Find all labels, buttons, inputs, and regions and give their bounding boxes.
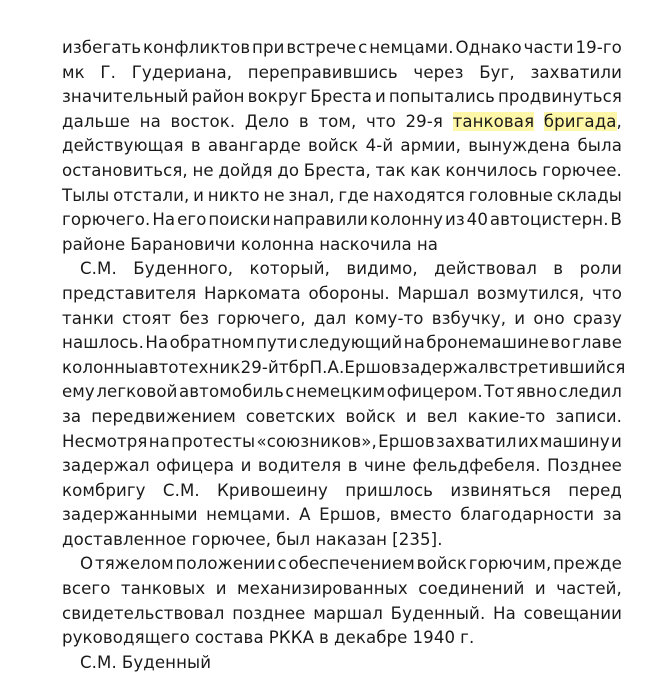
word: возмутился,	[476, 283, 585, 303]
word: следил	[558, 382, 622, 402]
word: в	[319, 628, 329, 648]
word: Наркомата	[204, 283, 301, 303]
word: благодарности	[460, 505, 595, 525]
word: автомобиль	[179, 382, 284, 402]
word: перед	[568, 480, 622, 500]
word: захватили	[530, 62, 622, 82]
word: Гудериана,	[131, 62, 233, 82]
word: за	[62, 406, 82, 426]
word: дальше	[62, 111, 131, 131]
word: находятся	[372, 185, 465, 205]
text-line	[62, 331, 622, 356]
word: водителя	[257, 456, 342, 476]
word: не	[263, 185, 285, 205]
word: знал,	[288, 185, 335, 205]
word: 29-й	[240, 357, 279, 377]
word: так	[375, 160, 406, 180]
word: позднее	[232, 603, 306, 623]
word: горючим,	[468, 554, 552, 574]
word: в	[190, 136, 201, 156]
word: немецким	[296, 382, 386, 402]
word: войск	[308, 136, 359, 156]
word: из	[444, 210, 465, 230]
word: переправившись	[247, 62, 398, 82]
word: через	[413, 62, 464, 82]
word: дойдя	[218, 160, 273, 180]
word: части	[523, 38, 574, 57]
word: передвижением	[91, 406, 236, 426]
word: и	[215, 579, 227, 599]
word: районе	[62, 234, 126, 254]
word: Несмотря	[62, 431, 148, 451]
word: декабре	[333, 628, 408, 648]
word: записи.	[555, 406, 622, 426]
word: Барановичи	[130, 234, 236, 254]
word: отстали,	[113, 185, 190, 205]
text-line	[62, 454, 622, 479]
word: на	[139, 111, 161, 131]
word: который,	[249, 259, 330, 279]
word: танковых	[120, 579, 206, 599]
word: Буденный.	[390, 603, 486, 623]
word: комбригу	[62, 480, 146, 500]
word: автотехник	[138, 357, 241, 377]
word: и	[374, 87, 386, 107]
word: частей,	[556, 579, 622, 599]
word: В	[610, 210, 622, 230]
word: тяжелом	[94, 554, 174, 574]
word: на	[416, 234, 439, 254]
word: с	[285, 382, 295, 402]
word: без	[179, 308, 210, 328]
text-line	[62, 552, 622, 577]
word: том,	[318, 111, 357, 131]
word: захватил	[435, 431, 517, 451]
word: действующая	[62, 136, 184, 156]
word: автоцистерн.	[489, 210, 609, 230]
word: попытались	[388, 87, 495, 107]
text-line	[62, 184, 622, 209]
word: П.А.	[309, 357, 345, 377]
word: армии,	[400, 136, 462, 156]
word: сразу	[573, 308, 622, 328]
word: фельдфебеля.	[412, 456, 541, 476]
text-line	[62, 307, 622, 332]
word: всего	[62, 579, 111, 599]
text-line	[62, 208, 622, 233]
word: бригада,	[543, 111, 622, 131]
word: оно	[533, 308, 565, 328]
word: на	[148, 431, 170, 451]
word: Маршал	[397, 283, 470, 303]
word: чине	[364, 456, 407, 476]
word: действовал	[434, 259, 537, 279]
word: задержанными	[62, 505, 198, 525]
word: был	[276, 529, 311, 549]
word: вместо	[389, 505, 452, 525]
word: Бреста,	[303, 160, 371, 180]
word: совещании	[523, 603, 622, 623]
word: протесты	[171, 431, 256, 451]
word: 1940	[412, 628, 456, 648]
word: немцами.	[206, 505, 291, 525]
highlighted-text: танковая	[452, 111, 535, 131]
word: остановиться,	[62, 160, 188, 180]
word: немцами.	[369, 38, 454, 57]
word: мк	[62, 62, 85, 82]
word: авангарде	[207, 136, 301, 156]
word: Ершов	[378, 431, 435, 451]
word: свидетельствовал	[62, 603, 225, 623]
word: главе	[572, 333, 622, 353]
word: танки	[62, 308, 114, 328]
word: за	[602, 505, 622, 525]
word: избегать	[62, 38, 142, 57]
word: его	[177, 210, 207, 230]
word: легковой	[96, 382, 178, 402]
word: офицером.	[386, 382, 483, 402]
word: Бреста	[310, 87, 372, 107]
text-line	[62, 61, 622, 86]
word: маршал	[313, 603, 383, 623]
word: горючее.	[542, 160, 622, 180]
word: головные	[468, 185, 554, 205]
word: пришлось	[345, 480, 434, 500]
text-line	[62, 257, 622, 282]
word: обратном	[169, 333, 255, 353]
word: Позднее	[547, 456, 622, 476]
word: и	[240, 456, 252, 476]
text-line	[62, 134, 622, 159]
word: видимо,	[346, 259, 418, 279]
word: задержал	[401, 357, 489, 377]
word: Буденного,	[133, 259, 234, 279]
text-line	[62, 528, 622, 553]
word: колонны	[62, 357, 139, 377]
word: где	[338, 185, 370, 205]
text-line	[62, 233, 622, 258]
word: с	[277, 554, 287, 574]
word: восток.	[170, 111, 236, 131]
word: офицера	[156, 456, 235, 476]
word: не	[192, 160, 214, 180]
word: «союзников»,	[256, 431, 377, 451]
word: значительный	[62, 87, 189, 107]
word: роли	[579, 259, 622, 279]
word: представителя	[62, 283, 197, 303]
word: Буг,	[479, 62, 515, 82]
word: во	[550, 333, 571, 353]
word: вынуждена	[468, 136, 571, 156]
word: Тот	[484, 382, 515, 402]
word: кому-то	[354, 308, 424, 328]
word: советских	[245, 406, 336, 426]
word: механизированных	[237, 579, 408, 599]
word: Кривошеину	[217, 480, 328, 500]
word: обеспечением	[288, 554, 415, 574]
word: Однако	[455, 38, 522, 57]
word: Дело	[244, 111, 290, 131]
word: что	[592, 283, 622, 303]
word: С.М.	[80, 259, 117, 279]
word: С.М.	[162, 480, 200, 500]
word: колонну	[369, 210, 444, 230]
word	[453, 110, 535, 135]
word: 19-го	[575, 38, 622, 57]
word: была	[577, 136, 622, 156]
word: и	[514, 308, 526, 328]
word: [235].	[392, 529, 443, 549]
word: извиняться	[450, 480, 551, 500]
text-line	[62, 626, 622, 651]
document-text	[62, 36, 626, 675]
word: конфликтов	[143, 38, 251, 57]
word: горючего,	[217, 308, 306, 328]
word: следующий	[298, 333, 403, 353]
word: пути	[256, 333, 298, 353]
word: явно	[515, 382, 558, 402]
text-line	[62, 430, 622, 455]
text-line	[62, 405, 622, 430]
word: и	[405, 406, 417, 426]
word: какие-то	[467, 406, 546, 426]
text-line	[62, 577, 622, 602]
word: задержал	[62, 456, 150, 476]
word: ему	[62, 382, 95, 402]
word: и	[611, 431, 622, 451]
text-line	[62, 479, 622, 504]
word: с	[358, 38, 368, 57]
word: войск	[416, 554, 468, 574]
word: вел	[426, 406, 458, 426]
word: Буденный	[121, 652, 212, 672]
word: поиски	[208, 210, 271, 230]
word: район	[191, 87, 245, 107]
word: что	[365, 111, 396, 131]
word: 29-я	[405, 111, 443, 131]
word: Г.	[100, 62, 117, 82]
word: А	[299, 505, 311, 525]
word: наказан	[315, 529, 388, 549]
word: никто	[207, 185, 260, 205]
word: прежде	[553, 554, 622, 574]
text-line	[62, 36, 622, 61]
word: тбр	[278, 357, 310, 377]
word: горючего.	[62, 210, 151, 230]
word: взбучку,	[431, 308, 507, 328]
word: О	[80, 554, 94, 574]
text-line	[62, 110, 622, 135]
word: обороны.	[308, 283, 390, 303]
word: продвинуться	[497, 87, 622, 107]
word: кончилось	[445, 160, 538, 180]
word: их	[517, 431, 539, 451]
text-line	[62, 159, 622, 184]
word: до	[277, 160, 300, 180]
word: вокруг	[247, 87, 308, 107]
word: Ершов,	[319, 505, 382, 525]
word: На	[152, 210, 176, 230]
word: г.	[460, 628, 475, 648]
word: На	[145, 333, 169, 353]
word: как	[410, 160, 441, 180]
word: войск	[345, 406, 396, 426]
word: состава	[194, 628, 264, 648]
word: С.М.	[80, 652, 117, 672]
word: и	[534, 579, 546, 599]
word: горючее,	[191, 529, 272, 549]
word: машину	[539, 431, 610, 451]
word: Ершов	[344, 357, 402, 377]
text-line	[62, 651, 622, 675]
word: встретившийся	[488, 357, 626, 377]
text-line	[62, 282, 622, 307]
word: бронемашине	[426, 333, 550, 353]
word: в	[298, 111, 309, 131]
word: склады	[556, 185, 622, 205]
word: На	[493, 603, 516, 623]
text-line	[62, 356, 626, 381]
word: 40	[466, 210, 488, 230]
word: при	[252, 38, 285, 57]
word: руководящего	[62, 628, 190, 648]
word: стоят	[122, 308, 172, 328]
word: доставленное	[62, 529, 187, 549]
word: РККА	[268, 628, 315, 648]
word: в	[553, 259, 564, 279]
text-line	[62, 503, 622, 528]
word: на	[403, 333, 425, 353]
text-line	[62, 602, 622, 627]
word: 4-й	[365, 136, 394, 156]
text-line	[62, 380, 622, 405]
highlighted-text: бригада	[543, 111, 617, 131]
word: в	[347, 456, 358, 476]
word: наскочила	[319, 234, 412, 254]
word: встрече	[286, 38, 357, 57]
word: и	[193, 185, 204, 205]
word: соединений	[418, 579, 525, 599]
word: нашлось.	[62, 333, 144, 353]
word: колонна	[240, 234, 315, 254]
word: Тылы	[62, 185, 110, 205]
word: дал	[313, 308, 347, 328]
text-line	[62, 85, 622, 110]
word: положении	[175, 554, 276, 574]
word: направили	[272, 210, 369, 230]
